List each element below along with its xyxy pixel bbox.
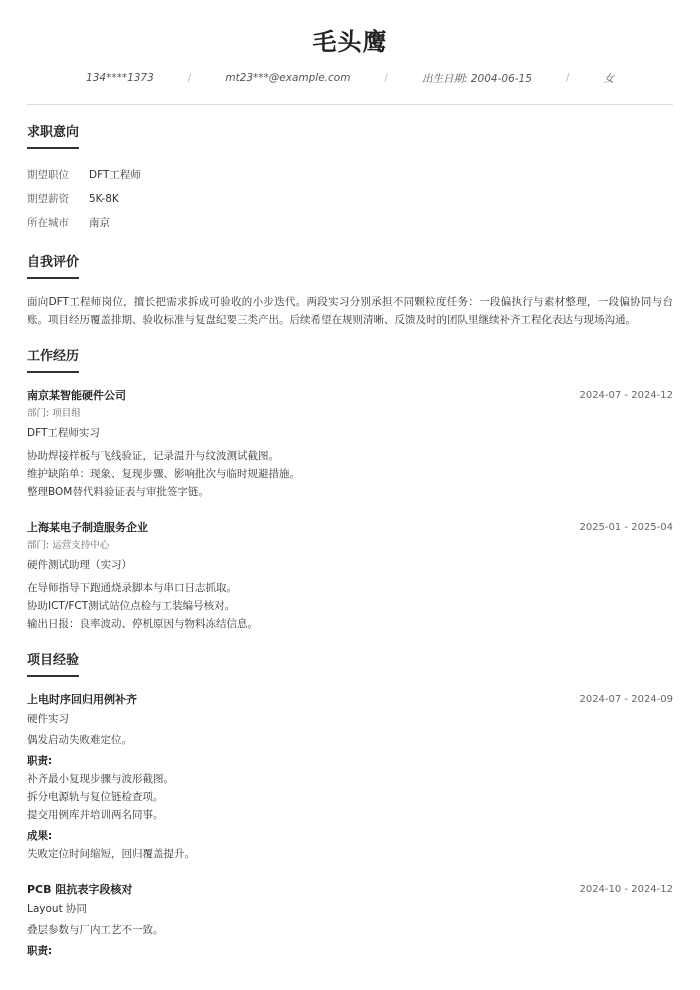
contact-bar [27,70,673,86]
birth-date: 出生日期: 2004-06-15 [422,72,532,85]
intent-value: 5K-8K [89,193,119,205]
separator: / [384,72,388,84]
project-entry [27,691,673,863]
work-entry [27,519,673,633]
work-entry [27,387,673,501]
duty-line: 补齐最小复现步骤与波形截图。 [27,773,174,785]
job-role: DFT工程师实习 [27,427,100,439]
gender: 女 [603,72,614,85]
duty-line: 在导师指导下跑通烧录脚本与串口日志抓取。 [27,582,237,594]
company-name: 南京某智能硬件公司 [27,389,126,402]
intent-row [27,211,673,235]
section-title-self-eval: 自我评价 [27,255,79,279]
project-desc: 偶发启动失败难定位。 [27,734,132,746]
intent-label: 所在城市 [27,217,69,229]
intent-value: DFT工程师 [89,169,141,181]
job-role: 硬件测试助理（实习） [27,559,132,571]
intent-row [27,187,673,211]
date-range: 2024-10 - 2024-12 [579,883,673,895]
duty-line: 协助ICT/FCT测试站位点检与工装编号核对。 [27,600,236,612]
result-label: 成果: [27,830,53,842]
duty-label: 职责: [27,755,53,767]
duty-line: 提交用例库并培训两名同事。 [27,809,164,821]
company-name: 上海某电子制造服务企业 [27,521,148,534]
self-eval-text: 面向DFT工程师岗位，擅长把需求拆成可验收的小步迭代。两段实习分别承担不同颗粒度任务：一段偏执行与素材整理，一段偏协同与台账。项目经历覆盖排期、验收标准与复盘纪要三类产出。后续希望在规则清晰、反馈及时的团队里继续补齐工程化表达与现场沟通。 [27,296,673,326]
intent-value: 南京 [89,217,110,229]
intent-row [27,163,673,187]
section-title-projects: 项目经验 [27,653,79,677]
intent-label: 期望薪资 [27,193,69,205]
duty-label: 职责: [27,945,53,957]
duty-line: 维护缺陷单：现象、复现步骤、影响批次与临时规避措施。 [27,468,300,480]
section-title-work: 工作经历 [27,349,79,373]
project-entry [27,881,673,960]
date-range: 2024-07 - 2024-12 [579,389,673,401]
department: 部门: 运营支持中心 [27,540,110,551]
separator: / [565,72,570,84]
duty-line: 整理BOM替代料验证表与审批签字链。 [27,486,209,498]
duty-line: 协助焊接样板与飞线验证，记录温升与纹波测试截图。 [27,450,279,462]
email: mt23***@example.com [225,72,351,84]
candidate-name: 毛头鹰 [312,28,388,56]
project-role: Layout 协同 [27,903,88,915]
separator: / [187,72,192,84]
project-name: PCB 阻抗表字段核对 [27,883,133,896]
date-range: 2025-01 - 2025-04 [579,521,673,533]
intent-label: 期望职位 [27,169,69,181]
phone: 134****1373 [86,72,154,84]
duty-line: 输出日报：良率波动、停机原因与物料冻结信息。 [27,618,258,630]
intent-list [27,163,673,235]
project-name: 上电时序回归用例补齐 [27,693,137,706]
project-desc: 叠层参数与厂内工艺不一致。 [27,924,164,936]
section-title-intent: 求职意向 [27,125,79,149]
result-line: 失败定位时间缩短，回归覆盖提升。 [27,848,195,860]
department: 部门: 项目组 [27,408,81,419]
date-range: 2024-07 - 2024-09 [579,693,673,705]
header-divider [27,104,673,105]
project-role: 硬件实习 [27,713,69,725]
duty-line: 拆分电源轨与复位链检查项。 [27,791,164,803]
